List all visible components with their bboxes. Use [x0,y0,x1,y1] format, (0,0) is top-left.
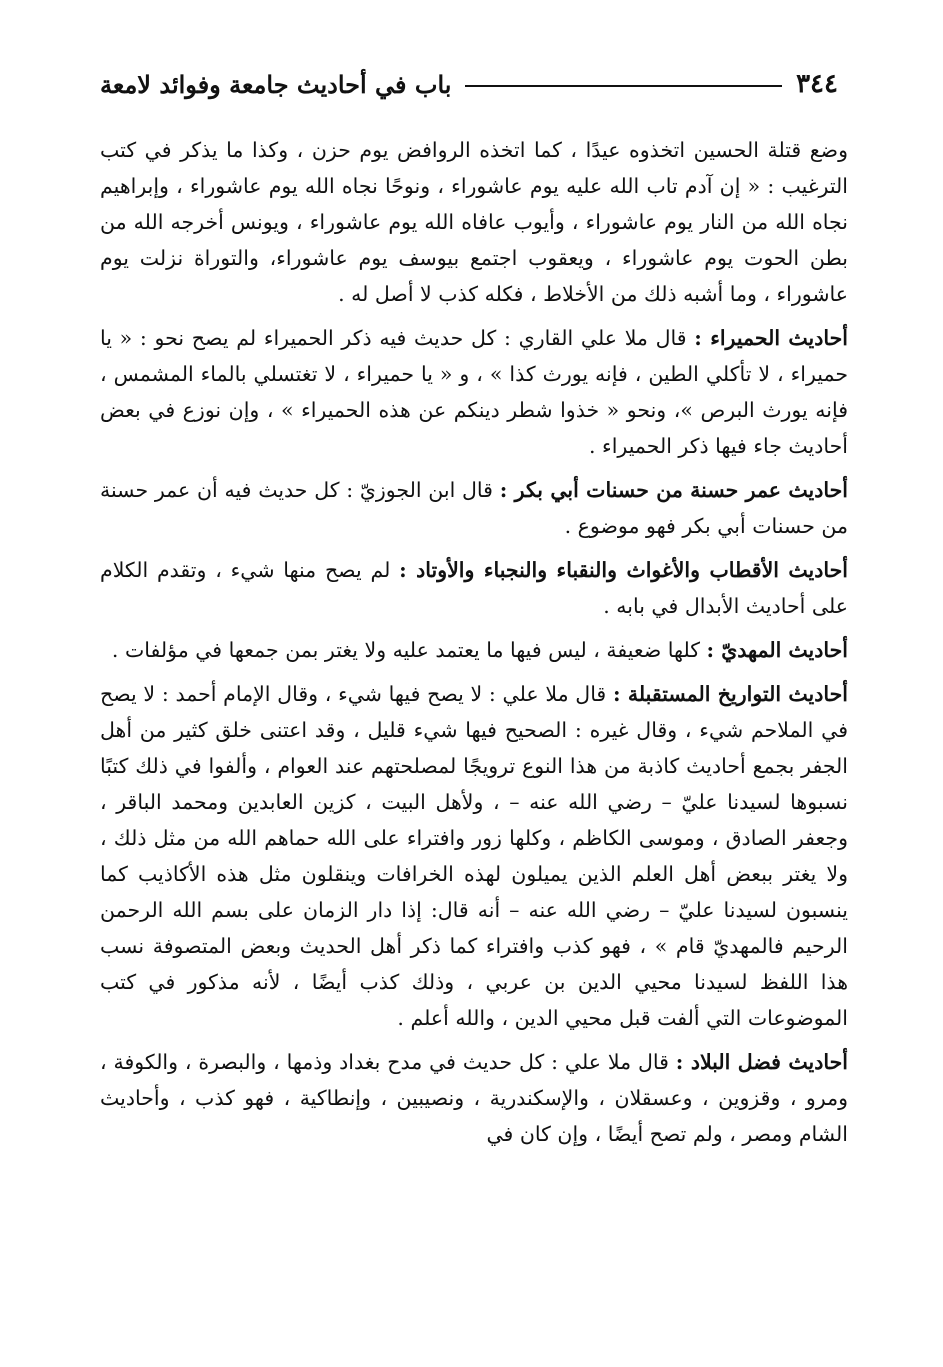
paragraph-text: قال ابن الجوزيّ : كل حديث فيه أن عمر حسنة من حسنات أبي بكر فهو موضوع . [100,478,848,538]
header-rule [465,85,782,87]
paragraph-text: وضع قتلة الحسين اتخذوه عيدًا ، كما اتخذه الروافض يوم حزن ، وكذا ما يذكر في كتب الترغيب : « إن آدم تاب الله عليه يوم عاشوراء ، ونوحًا نجاه الله يوم عاشوراء ، وإبراهيم نجاه الله من النار يوم عاشوراء ، وأيوب عافاه الله يوم عاشوراء ، ويونس أخرجه الله من بطن الحوت يوم عاشوراء ، ويعقوب اجتمع بيوسف يوم عاشوراء، والتوراة نزلت يوم عاشوراء ، وما أشبه ذلك من الأخلاط ، فكله كذب لا أصل له . [100,138,848,306]
paragraph-text: كلها ضعيفة ، ليس فيها ما يعتمد عليه ولا يغتر بمن جمعها في مؤلفات . [111,638,700,662]
paragraph-umar [100,472,848,544]
paragraph-future-histories [100,676,848,1036]
paragraph-text: قال ملا علي : لا يصح فيها شيء ، وقال الإمام أحمد : لا يصح في الملاحم شيء ، وقال غيره : الصحيح فيها شيء قليل ، وقد اعتنى خلق كثير من أهل الجفر بجمع أحاديث كاذبة من هذا النوع ترويجًا لمصلحتهم عند العوام ، وألفوا في ذلك كتبًا نسبوها لسيدنا عليّ – رضي الله عنه – ، ولأهل البيت ، كزين العابدين ومحمد الباقر ، وجعفر الصادق ، وموسى الكاظم ، وكلها زور وافتراء على الله حماهم الله من مثل ذلك ، ولا يغتر ببعض أهل العلم الذين يميلون لهذه الخرافات وينقلون مثل هذه الأكاذيب كما ينسبون لسيدنا عليّ – رضي الله عنه – أنه قال: إذا دار الزمان على بسم الله الرحمن الرحيم فالمهديّ قام » ، فهو كذب وافتراء كما ذكر أهل الحديث وبعض المتصوفة نسب هذا اللفظ لسيدنا محيي الدين بن عربي ، وذلك كذب أيضًا ، لأنه مذكور في كتب الموضوعات التي ألفت قبل محيي الدين ، والله أعلم . [100,682,848,1030]
paragraph-humayra [100,320,848,464]
page-header [100,60,838,108]
paragraph-mahdi [100,632,848,668]
page-number: ٣٤٤ [796,69,838,99]
paragraph-heading: أحاديث الأقطاب والأغواث والنقباء والنجباء والأوتاد : [399,558,848,582]
paragraph-heading: أحاديث عمر حسنة من حسنات أبي بكر : [499,478,848,502]
paragraph-ashura [100,132,848,312]
paragraph-text: قال ملا علي القاري : كل حديث فيه ذكر الحميراء لم يصح نحو : « يا حميراء ، لا تأكلي الطين ، فإنه يورث كذا » ، و « يا حميراء ، لا تغتسلي بالماء المشمس ، فإنه يورث البرص »، ونحو « خذوا شطر دينكم عن هذه الحميراء » ، وإن نوزع في بعض أحاديث جاء فيها ذكر الحميراء . [100,326,848,458]
paragraph-text: لم يصح منها شيء ، وتقدم الكلام على أحاديث الأبدال في بابه . [100,558,848,618]
paragraph-heading: أحاديث التواريخ المستقبلة : [612,682,848,706]
paragraph-text: قال ملا علي : كل حديث في مدح بغداد وذمها ، والبصرة ، والكوفة ، ومرو ، وقزوين ، وعسقلان ، والإسكندرية ، ونصيبين ، وإنطاكية ، فهو كذب ، وأحاديث الشام ومصر ، ولم تصح أيضًا ، وإن كان في [100,1050,848,1146]
paragraph-heading: أحاديث فضل البلاد : [675,1050,848,1074]
paragraph-heading: أحاديث الحميراء : [694,326,848,350]
page-body [100,132,848,1160]
chapter-title: باب في أحاديث جامعة وفوائد لامعة [100,69,452,99]
paragraph-aqtab [100,552,848,624]
paragraph-heading: أحاديث المهديّ : [706,638,848,662]
paragraph-virtues-of-lands [100,1044,848,1152]
